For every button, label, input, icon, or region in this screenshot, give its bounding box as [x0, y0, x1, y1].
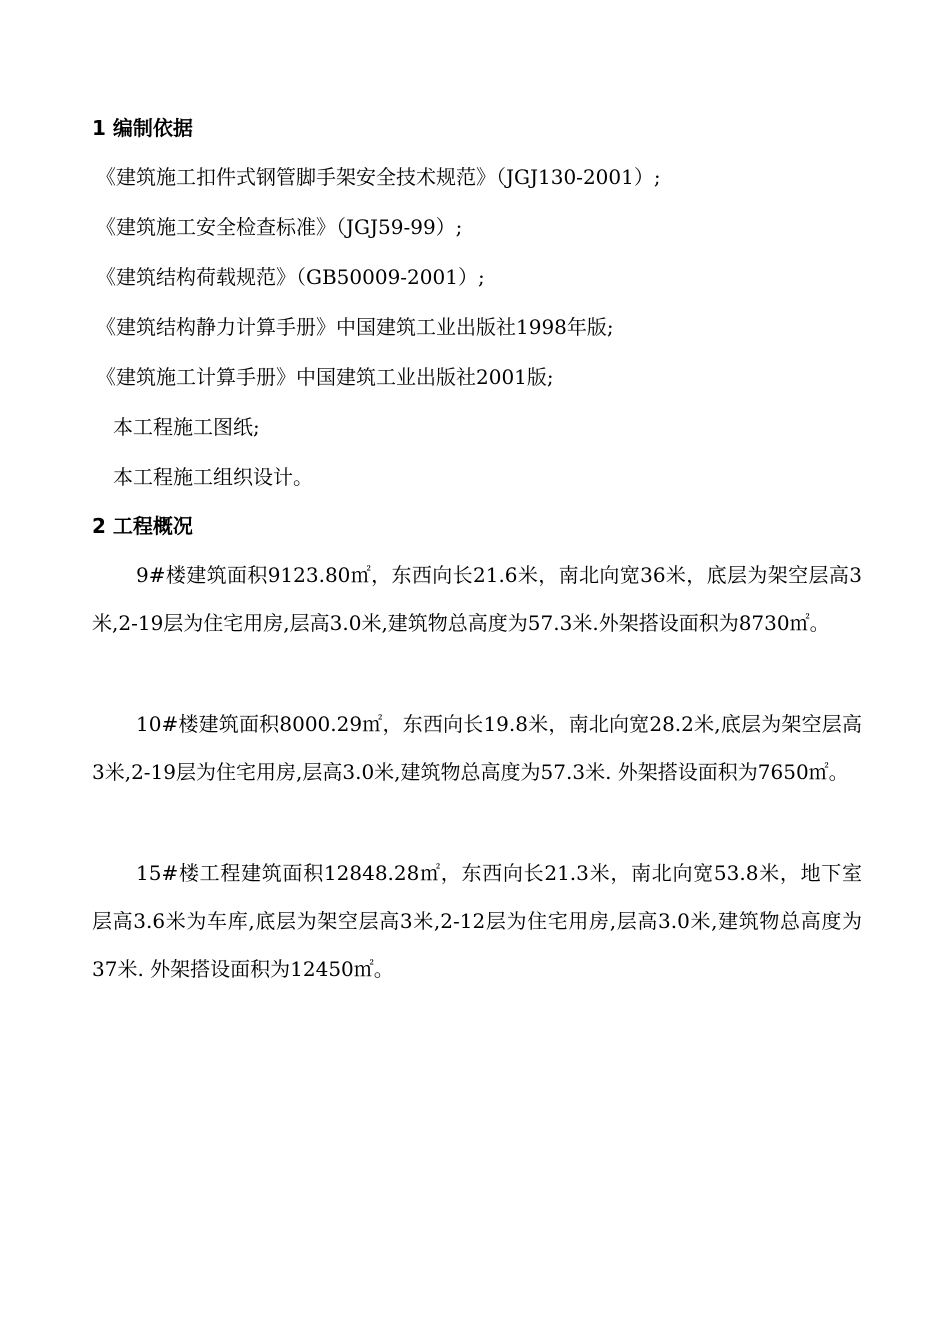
building-9-paragraph: 9#楼建筑面积9123.80㎡，东西向长21.6米，南北向宽36米，底层为架空层高3米,2-19层为住宅用房,层高3.0米,建筑物总高度为57.3米.外架搭设面积为8730㎡。 — [92, 563, 862, 635]
reference-item: 《建筑施工安全检查标准》（JGJ59-99）; — [96, 215, 463, 239]
building-15-paragraph: 15#楼工程建筑面积12848.28㎡，东西向长21.3米，南北向宽53.8米，地下室层高3.6米为车库,底层为架空层高3米,2-12层为住宅用房,层高3.0米,建筑物总高度为37米. 外架搭设面积为12450㎡。 — [92, 861, 862, 981]
reference-item: 《建筑结构荷载规范》（GB50009-2001）; — [96, 265, 485, 289]
reference-item: 《建筑结构静力计算手册》中国建筑工业出版社1998年版; — [96, 315, 614, 339]
reference-item: 《建筑施工计算手册》中国建筑工业出版社2001版; — [96, 365, 554, 389]
section-1-heading: 1 编制依据 — [92, 116, 193, 140]
reference-item: 本工程施工组织设计。 — [113, 465, 313, 489]
building-10-paragraph: 10#楼建筑面积8000.29㎡，东西向长19.8米，南北向宽28.2米,底层为架空层高3米,2-19层为住宅用房,层高3.0米,建筑物总高度为57.3米. 外架搭设面积为7650㎡。 — [92, 712, 862, 784]
section-2-heading: 2 工程概况 — [92, 514, 193, 538]
reference-item: 本工程施工图纸; — [113, 415, 260, 439]
reference-item: 《建筑施工扣件式钢管脚手架安全技术规范》（JGJ130-2001）; — [96, 165, 661, 189]
